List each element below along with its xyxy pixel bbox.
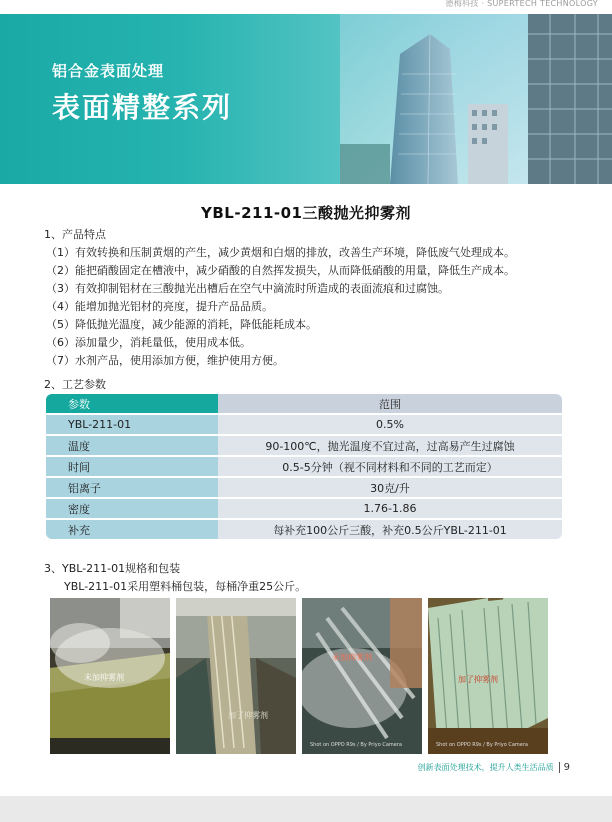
table-row (46, 499, 562, 518)
param-cell: 温度 (46, 436, 218, 455)
photo-profiles-with-agent (428, 598, 548, 754)
param-cell: 时间 (46, 457, 218, 476)
range-cell: 0.5% (218, 415, 562, 434)
column-header-param: 参数 (46, 394, 218, 413)
table-row (46, 457, 562, 476)
feature-item: （5）降低抛光温度，减少能源的消耗，降低能耗成本。 (46, 318, 317, 331)
banner-title: 表面精整系列 (52, 91, 233, 124)
feature-item: （4）能增加抛光铝材的亮度，提升产品品质。 (46, 300, 273, 313)
table-row (46, 415, 562, 434)
packaging-text: YBL-211-01采用塑料桶包装，每桶净重25公斤。 (64, 580, 307, 593)
table-row (46, 436, 562, 455)
table-row (46, 520, 562, 539)
table-row (46, 478, 562, 497)
range-cell: 每补充100公斤三酸，补充0.5公斤YBL-211-01 (218, 520, 562, 539)
skyscraper-image (340, 14, 612, 184)
param-cell: 铝离子 (46, 478, 218, 497)
range-cell: 0.5-5分钟（视不同材料和不同的工艺而定） (218, 457, 562, 476)
hero-banner (0, 14, 612, 184)
range-cell: 30克/升 (218, 478, 562, 497)
feature-item: （1）有效转换和压制黄烟的产生，减少黄烟和白烟的排放，改善生产环境，降低废气处理成本。 (46, 246, 515, 259)
brand-text: 德梅科技 · SUPERTECH TECHNOLOGY (445, 0, 598, 8)
param-cell: 补充 (46, 520, 218, 539)
range-cell: 1.76-1.86 (218, 499, 562, 518)
footer (418, 762, 570, 773)
footer-divider (559, 762, 560, 773)
param-cell: 密度 (46, 499, 218, 518)
photo-watermark: Shot on OPPO R9s / By Priyo Camera (310, 742, 402, 748)
range-cell: 90-100℃，抛光温度不宜过高，过高易产生过腐蚀 (218, 436, 562, 455)
footer-slogan: 创新表面处理技术，提升人类生活品质 (417, 763, 554, 772)
column-header-range: 范围 (218, 394, 562, 413)
top-bar (0, 0, 612, 14)
process-table (46, 392, 562, 541)
photo-label: 未加抑雾剂 (84, 673, 124, 682)
photo-tank-without-agent (50, 598, 170, 754)
packaging-heading: 3、YBL-211-01规格和包装 (44, 562, 181, 575)
photo-watermark: Shot on OPPO R9s / By Priyo Camera (436, 742, 528, 748)
feature-item: （6）添加量少，消耗量低，使用成本低。 (46, 336, 251, 349)
feature-item: （7）水剂产品，使用添加方便，维护使用方便。 (46, 354, 284, 367)
table-header-row (46, 394, 562, 413)
photo-label: 未加抑雾剂 (332, 653, 372, 662)
page-number: 9 (563, 762, 570, 773)
photo-label: 加了抑雾剂 (458, 675, 498, 684)
feature-item: （3）有效抑制铝材在三酸抛光出槽后在空气中滴流时所造成的表面流痕和过腐蚀。 (46, 282, 449, 295)
features-heading: 1、产品特点 (44, 228, 106, 241)
photo-label: 加了抑雾剂 (228, 711, 268, 720)
photo-rack-with-agent (176, 598, 296, 754)
product-title: YBL-211-01三酸抛光抑雾剂 (201, 204, 411, 222)
feature-item: （2）能把硝酸固定在槽液中，减少硝酸的自然挥发损失，从而降低硝酸的用量，降低生产成本。 (46, 264, 515, 277)
process-heading: 2、工艺参数 (44, 378, 106, 391)
banner-subtitle: 铝合金表面处理 (52, 62, 165, 80)
param-cell: YBL-211-01 (46, 415, 218, 434)
photo-rack-without-agent (302, 598, 422, 754)
